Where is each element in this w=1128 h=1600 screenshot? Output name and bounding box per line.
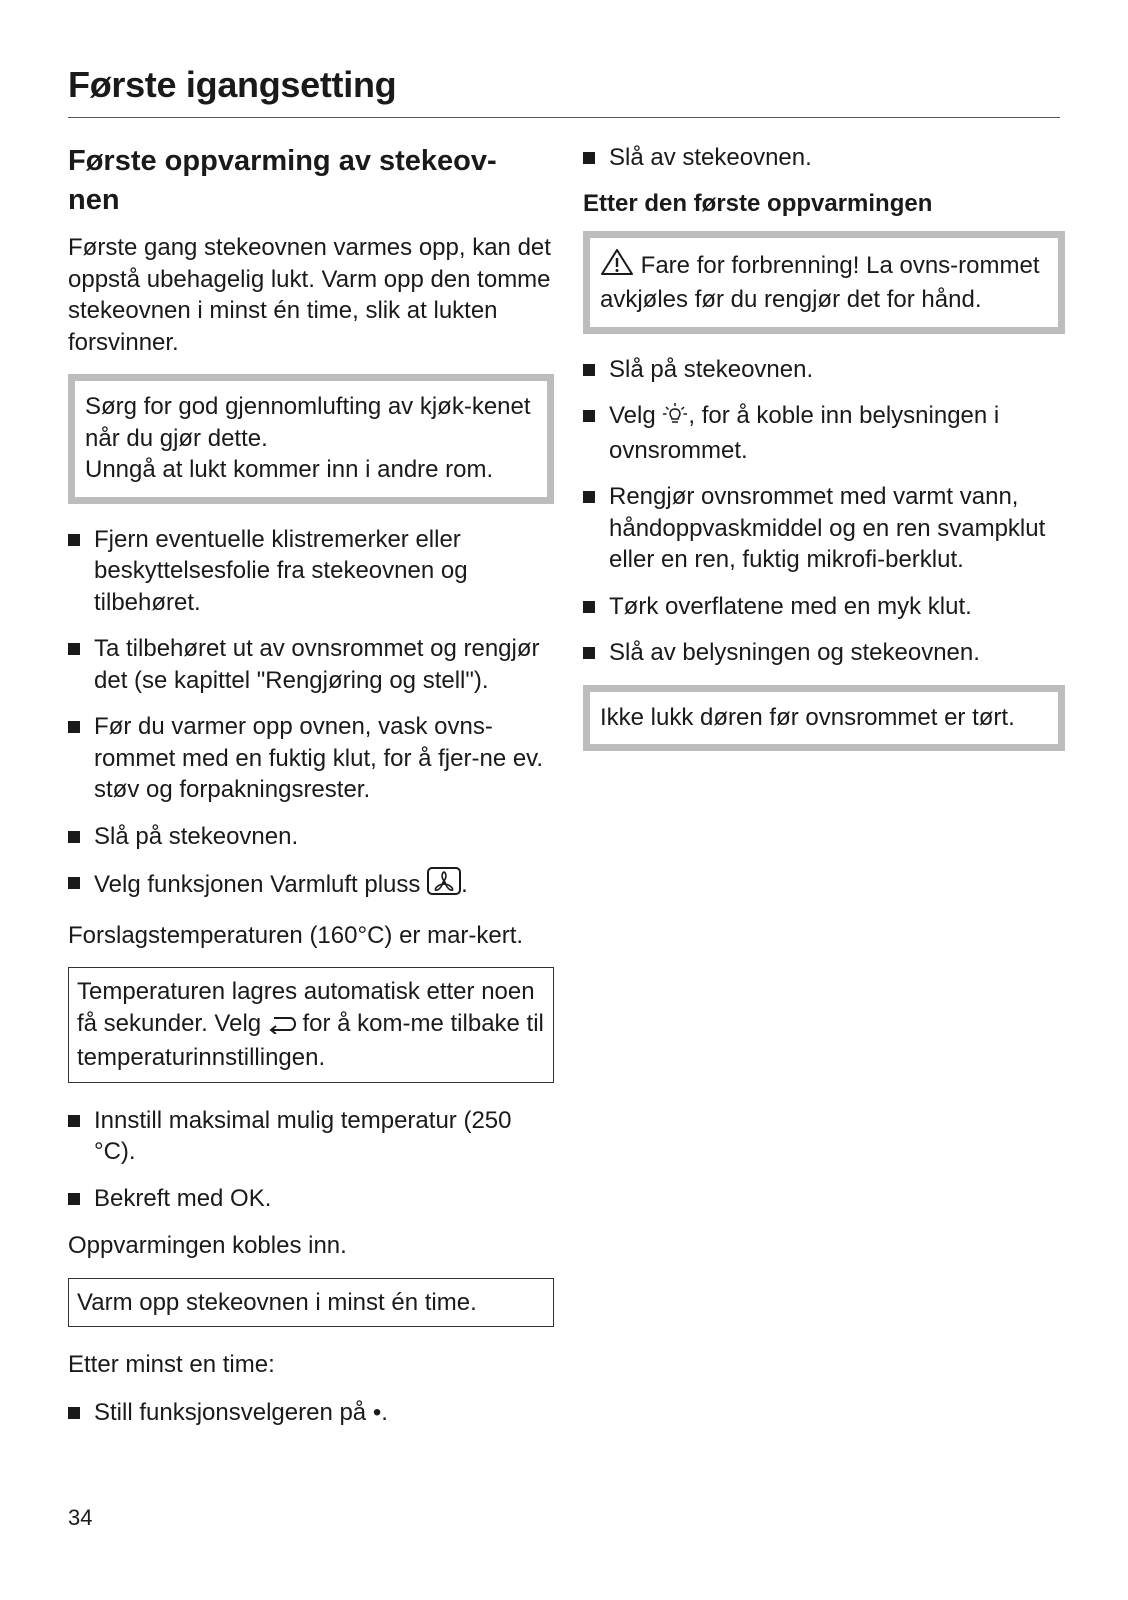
bullet-square-icon — [583, 152, 595, 164]
off-position-symbol: •. — [372, 1398, 388, 1426]
list-item-text: Slå av belysningen og stekeovnen. — [609, 639, 980, 666]
left-column — [68, 142, 554, 1444]
title-divider — [68, 117, 1060, 118]
section-heading-line-2: nen — [68, 184, 120, 216]
bullet-square-icon — [583, 364, 595, 376]
after-hour-text: Etter minst en time: — [68, 1351, 275, 1378]
bullet-square-icon — [68, 877, 80, 889]
intro-paragraph: Første gang stekeovnen varmes opp, kan det oppstå ubehagelig lukt. Varm opp den tomme stekeovnen i minst én time, slik at lukten forsvinner. — [68, 234, 551, 356]
one-hour-note-text: Varm opp stekeovnen i minst én time. — [77, 1288, 477, 1316]
bullet-square-icon — [583, 410, 595, 422]
steps-list-a — [68, 524, 554, 904]
section-heading-line-1: Første oppvarming av stekeov- — [68, 145, 497, 177]
list-item — [583, 354, 1065, 386]
page-number: 34 — [68, 1505, 93, 1530]
list-item-text: Bekreft med OK. — [94, 1184, 272, 1212]
temperature-note — [68, 967, 554, 1083]
steps-list-off — [583, 142, 1065, 174]
section-heading — [68, 142, 554, 220]
list-item — [583, 637, 1065, 669]
ventilation-note — [68, 374, 554, 504]
list-item — [68, 1397, 554, 1429]
door-note-text: Ikke lukk døren før ovnsrommet er tørt. — [600, 703, 1015, 731]
list-item-text: Tørk overflatene med en myk klut. — [609, 592, 972, 620]
list-item-text: Innstill maksimal mulig temperatur (250 °C). — [94, 1106, 512, 1165]
list-item-text: Velg funksjonen Varmluft pluss — [94, 871, 421, 898]
burn-warning-text: Fare for forbrenning! La ovns-rommet avkjøles før du rengjør det for hånd. — [600, 251, 1040, 313]
list-item-text: Velg — [609, 402, 656, 429]
after-heating-subheading: Etter den første oppvarmingen — [583, 189, 933, 217]
steps-list-selector — [68, 1397, 554, 1429]
bullet-square-icon — [583, 491, 595, 503]
bullet-square-icon — [68, 1407, 80, 1419]
list-item — [583, 591, 1065, 623]
bullet-square-icon — [68, 831, 80, 843]
list-item-text: Slå på stekeovnen. — [94, 822, 299, 850]
list-item-text: Rengjør ovnsrommet med varmt vann, håndoppvaskmiddel og en ren svampklut eller en ren, fuktig mikrofi-berklut. — [609, 483, 1046, 573]
ventilation-note-line-2: Unngå at lukt kommer inn i andre rom. — [85, 456, 494, 483]
door-note — [583, 685, 1065, 752]
list-item — [68, 633, 554, 696]
temperature-note-text-end: for å kom-me tilbake til temperaturinnstillingen. — [77, 1009, 544, 1071]
right-column — [583, 142, 1065, 771]
list-item-text: Slå på stekeovnen. — [609, 355, 814, 383]
back-arrow-icon — [268, 1011, 296, 1043]
bullet-square-icon — [68, 643, 80, 655]
list-item — [583, 400, 1065, 466]
light-bulb-icon — [662, 402, 688, 435]
ventilation-note-line-1: Sørg for god gjennomlufting av kjøk-kenet når du gjør dette. — [85, 393, 531, 452]
bullet-square-icon — [68, 1115, 80, 1127]
fan-symbol-icon — [427, 867, 461, 904]
list-item-text: Slå av stekeovnen. — [609, 144, 812, 171]
list-item-text: Før du varmer opp ovnen, vask ovns-rommet med en fuktig klut, for å fjer-ne ev. støv og forpakningsrester. — [94, 713, 544, 803]
bullet-square-icon — [583, 647, 595, 659]
list-item — [68, 1105, 554, 1168]
list-item — [68, 1183, 554, 1215]
list-item-end: . — [461, 871, 468, 898]
bullet-square-icon — [68, 721, 80, 733]
heating-on-text: Oppvarmingen kobles inn. — [68, 1232, 347, 1259]
bullet-square-icon — [68, 534, 80, 546]
temperature-note-text-start: Temperaturen lagres automatisk etter noen få sekunder. Velg — [77, 978, 535, 1037]
page-title: Første igangsetting — [68, 64, 397, 105]
list-item — [68, 524, 554, 619]
suggested-temperature: Forslagstemperaturen (160°C) er mar-kert. — [68, 921, 524, 949]
burn-warning-note — [583, 231, 1065, 334]
list-item-text-end: , for å koble inn belysningen i ovnsrommet. — [609, 402, 1000, 464]
list-item — [68, 821, 554, 853]
list-item — [68, 711, 554, 806]
list-item — [68, 867, 554, 904]
steps-list-c — [583, 354, 1065, 669]
one-hour-note — [68, 1278, 554, 1328]
warning-triangle-icon — [600, 248, 634, 285]
bullet-square-icon — [583, 601, 595, 613]
list-item — [583, 481, 1065, 576]
list-item — [583, 142, 1065, 174]
list-item-text: Ta tilbehøret ut av ovnsrommet og rengjør det (se kapittel "Rengjøring og stell"). — [94, 635, 540, 694]
list-item-text: Still funksjonsvelgeren på — [94, 1398, 367, 1426]
steps-list-b — [68, 1105, 554, 1215]
bullet-square-icon — [68, 1193, 80, 1205]
list-item-text: Fjern eventuelle klistremerker eller beskyttelsesfolie fra stekeovnen og tilbehøret. — [94, 525, 468, 616]
